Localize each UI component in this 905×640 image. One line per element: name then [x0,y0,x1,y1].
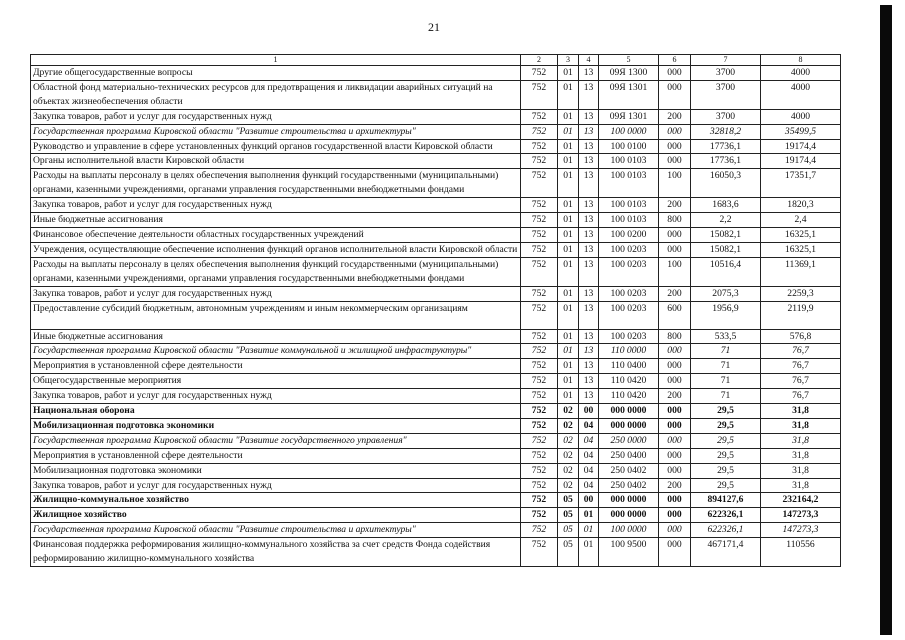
col-header: 2 [521,55,558,66]
target-item-cell: 100 0103 [599,154,659,169]
col-header: 8 [761,55,841,66]
col-header: 3 [558,55,579,66]
amount-year2-cell: 35499,5 [761,124,841,139]
code-cell: 752 [521,433,558,448]
expense-type-cell: 800 [659,213,691,228]
row-name-cell: Мобилизационная подготовка экономики [31,463,521,478]
subsection-cell: 01 [579,508,599,523]
table-row [31,389,841,404]
subsection-cell: 13 [579,66,599,81]
section-cell: 02 [558,433,579,448]
section-cell: 05 [558,538,579,567]
row-name-cell: Государственная программа Кировской области "Развитие строительства и архитектуры" [31,124,521,139]
subsection-cell: 13 [579,329,599,344]
subsection-cell: 13 [579,286,599,301]
table-row [31,493,841,508]
section-cell: 05 [558,508,579,523]
table-row [31,418,841,433]
row-name-cell: Жилищно-коммунальное хозяйство [31,493,521,508]
target-item-cell: 100 0103 [599,213,659,228]
table-row [31,359,841,374]
code-cell: 752 [521,538,558,567]
amount-year1-cell: 29,5 [691,404,761,419]
amount-year1-cell: 3700 [691,109,761,124]
amount-year2-cell: 110556 [761,538,841,567]
subsection-cell: 00 [579,493,599,508]
expense-type-cell: 000 [659,418,691,433]
target-item-cell: 100 0203 [599,329,659,344]
expense-type-cell: 200 [659,109,691,124]
amount-year1-cell: 15082,1 [691,242,761,257]
amount-year1-cell: 1683,6 [691,198,761,213]
section-cell: 01 [558,213,579,228]
subsection-cell: 13 [579,198,599,213]
section-cell: 01 [558,286,579,301]
target-item-cell: 250 0000 [599,433,659,448]
row-name-cell: Органы исполнительной власти Кировской области [31,154,521,169]
amount-year2-cell: 19174,4 [761,154,841,169]
code-cell: 752 [521,404,558,419]
row-name-cell: Расходы на выплаты персоналу в целях обеспечения выполнения функций государственными (муниципальными) органами, казенными учреждениями, органами управления государственными внебюджетными фондами [31,257,521,286]
row-name-cell: Другие общегосударственные вопросы [31,66,521,81]
row-name-cell: Руководство и управление в сфере установленных функций органов государственной власти Кировской области [31,139,521,154]
table-row [31,227,841,242]
row-name-cell: Закупка товаров, работ и услуг для государственных нужд [31,389,521,404]
target-item-cell: 000 0000 [599,493,659,508]
table-row [31,198,841,213]
code-cell: 752 [521,493,558,508]
subsection-cell: 13 [579,242,599,257]
expense-type-cell: 600 [659,301,691,329]
table-row [31,286,841,301]
amount-year2-cell: 16325,1 [761,242,841,257]
section-cell: 01 [558,139,579,154]
subsection-cell: 13 [579,139,599,154]
amount-year1-cell: 622326,1 [691,508,761,523]
amount-year2-cell: 232164,2 [761,493,841,508]
row-name-cell: Национальная оборона [31,404,521,419]
code-cell: 752 [521,359,558,374]
table-row [31,109,841,124]
col-header: 1 [31,55,521,66]
row-name-cell: Государственная программа Кировской области "Развитие коммунальной и жилищной инфраструктуры" [31,344,521,359]
expense-type-cell: 000 [659,463,691,478]
expense-type-cell: 000 [659,538,691,567]
code-cell: 752 [521,109,558,124]
table-row [31,404,841,419]
table-row [31,478,841,493]
table-row [31,523,841,538]
amount-year2-cell: 76,7 [761,389,841,404]
code-cell: 752 [521,124,558,139]
amount-year1-cell: 71 [691,389,761,404]
table-row [31,154,841,169]
table-row [31,169,841,198]
code-cell: 752 [521,80,558,109]
row-name-cell: Мероприятия в установленной сфере деятельности [31,359,521,374]
expense-type-cell: 000 [659,154,691,169]
section-cell: 01 [558,344,579,359]
section-cell: 02 [558,418,579,433]
code-cell: 752 [521,463,558,478]
amount-year2-cell: 17351,7 [761,169,841,198]
amount-year2-cell: 31,8 [761,418,841,433]
amount-year1-cell: 894127,6 [691,493,761,508]
subsection-cell: 13 [579,124,599,139]
target-item-cell: 000 0000 [599,418,659,433]
table-row [31,80,841,109]
code-cell: 752 [521,213,558,228]
row-name-cell: Областной фонд материально-технических ресурсов для предотвращения и ликвидации аварийных ситуаций на объектах жизнеобеспечения области [31,80,521,109]
amount-year2-cell: 31,8 [761,463,841,478]
row-name-cell: Предоставление субсидий бюджетным, автономным учреждениям и иным некоммерческим организациям [31,301,521,329]
expense-type-cell: 000 [659,374,691,389]
subsection-cell: 13 [579,109,599,124]
section-cell: 01 [558,169,579,198]
subsection-cell: 13 [579,154,599,169]
code-cell: 752 [521,389,558,404]
target-item-cell: 110 0400 [599,359,659,374]
section-cell: 05 [558,493,579,508]
expense-type-cell: 000 [659,139,691,154]
section-cell: 02 [558,463,579,478]
expense-type-cell: 000 [659,493,691,508]
amount-year2-cell: 11369,1 [761,257,841,286]
section-cell: 01 [558,242,579,257]
target-item-cell: 250 0402 [599,478,659,493]
subsection-cell: 01 [579,523,599,538]
table-row [31,448,841,463]
subsection-cell: 13 [579,359,599,374]
code-cell: 752 [521,227,558,242]
amount-year1-cell: 29,5 [691,448,761,463]
amount-year1-cell: 71 [691,359,761,374]
target-item-cell: 110 0420 [599,374,659,389]
row-name-cell: Закупка товаров, работ и услуг для государственных нужд [31,198,521,213]
subsection-cell: 13 [579,80,599,109]
table-row [31,463,841,478]
subsection-cell: 13 [579,227,599,242]
target-item-cell: 100 0000 [599,523,659,538]
expense-type-cell: 000 [659,80,691,109]
code-cell: 752 [521,344,558,359]
amount-year1-cell: 29,5 [691,433,761,448]
code-cell: 752 [521,198,558,213]
subsection-cell: 13 [579,344,599,359]
section-cell: 01 [558,374,579,389]
code-cell: 752 [521,169,558,198]
row-name-cell: Иные бюджетные ассигнования [31,213,521,228]
table-row [31,66,841,81]
amount-year1-cell: 71 [691,374,761,389]
amount-year2-cell: 147273,3 [761,523,841,538]
table-row [31,139,841,154]
row-name-cell: Закупка товаров, работ и услуг для государственных нужд [31,286,521,301]
target-item-cell: 100 0203 [599,286,659,301]
target-item-cell: 100 0103 [599,169,659,198]
row-name-cell: Общегосударственные мероприятия [31,374,521,389]
budget-table [30,54,841,567]
expense-type-cell: 000 [659,508,691,523]
subsection-cell: 13 [579,301,599,329]
target-item-cell: 250 0402 [599,463,659,478]
subsection-cell: 04 [579,433,599,448]
table-row [31,257,841,286]
expense-type-cell: 000 [659,344,691,359]
row-name-cell: Финансовая поддержка реформирования жилищно-коммунального хозяйства за счет средств Фонда содействия реформированию жилищно-коммунального хозяйства [31,538,521,567]
section-cell: 01 [558,198,579,213]
expense-type-cell: 000 [659,359,691,374]
target-item-cell: 110 0420 [599,389,659,404]
target-item-cell: 100 0200 [599,227,659,242]
expense-type-cell: 800 [659,329,691,344]
row-name-cell: Расходы на выплаты персоналу в целях обеспечения выполнения функций государственными (муниципальными) органами, казенными учреждениями, органами управления государственными внебюджетными фондами [31,169,521,198]
row-name-cell: Закупка товаров, работ и услуг для государственных нужд [31,478,521,493]
target-item-cell: 09Я 1301 [599,80,659,109]
target-item-cell: 100 0000 [599,124,659,139]
table-row [31,242,841,257]
target-item-cell: 100 0203 [599,301,659,329]
amount-year2-cell: 4000 [761,66,841,81]
amount-year1-cell: 17736,1 [691,139,761,154]
amount-year1-cell: 3700 [691,80,761,109]
amount-year2-cell: 2259,3 [761,286,841,301]
col-header: 6 [659,55,691,66]
section-cell: 01 [558,329,579,344]
expense-type-cell: 000 [659,404,691,419]
code-cell: 752 [521,301,558,329]
expense-type-cell: 000 [659,448,691,463]
target-item-cell: 100 0100 [599,139,659,154]
amount-year2-cell: 31,8 [761,433,841,448]
row-name-cell: Финансовое обеспечение деятельности областных государственных учреждений [31,227,521,242]
expense-type-cell: 200 [659,198,691,213]
section-cell: 01 [558,359,579,374]
row-name-cell: Иные бюджетные ассигнования [31,329,521,344]
amount-year1-cell: 16050,3 [691,169,761,198]
code-cell: 752 [521,242,558,257]
code-cell: 752 [521,508,558,523]
section-cell: 01 [558,66,579,81]
subsection-cell: 04 [579,418,599,433]
subsection-cell: 13 [579,374,599,389]
row-name-cell: Государственная программа Кировской области "Развитие строительства и архитектуры" [31,523,521,538]
amount-year1-cell: 15082,1 [691,227,761,242]
amount-year2-cell: 576,8 [761,329,841,344]
amount-year2-cell: 31,8 [761,448,841,463]
amount-year2-cell: 2,4 [761,213,841,228]
expense-type-cell: 000 [659,124,691,139]
amount-year1-cell: 29,5 [691,463,761,478]
section-cell: 01 [558,109,579,124]
section-cell: 01 [558,389,579,404]
table-row [31,374,841,389]
scan-edge-bar [880,5,892,635]
amount-year1-cell: 29,5 [691,478,761,493]
subsection-cell: 00 [579,404,599,419]
code-cell: 752 [521,374,558,389]
expense-type-cell: 000 [659,66,691,81]
subsection-cell: 13 [579,257,599,286]
subsection-cell: 13 [579,389,599,404]
amount-year1-cell: 29,5 [691,418,761,433]
table-row [31,329,841,344]
row-name-cell: Учреждения, осуществляющие обеспечение исполнения функций органов исполнительной власти Кировской области [31,242,521,257]
expense-type-cell: 000 [659,242,691,257]
code-cell: 752 [521,257,558,286]
expense-type-cell: 200 [659,286,691,301]
amount-year2-cell: 31,8 [761,478,841,493]
amount-year2-cell: 4000 [761,109,841,124]
section-cell: 02 [558,478,579,493]
amount-year1-cell: 10516,4 [691,257,761,286]
amount-year1-cell: 622326,1 [691,523,761,538]
amount-year1-cell: 467171,4 [691,538,761,567]
section-cell: 01 [558,124,579,139]
code-cell: 752 [521,523,558,538]
table-row [31,538,841,567]
amount-year1-cell: 3700 [691,66,761,81]
section-cell: 01 [558,154,579,169]
amount-year1-cell: 32818,2 [691,124,761,139]
amount-year2-cell: 4000 [761,80,841,109]
expense-type-cell: 000 [659,433,691,448]
target-item-cell: 100 0103 [599,198,659,213]
col-header: 5 [599,55,659,66]
header-row [31,55,841,66]
amount-year2-cell: 76,7 [761,374,841,389]
amount-year1-cell: 17736,1 [691,154,761,169]
table-row [31,508,841,523]
amount-year2-cell: 76,7 [761,344,841,359]
target-item-cell: 000 0000 [599,404,659,419]
expense-type-cell: 000 [659,227,691,242]
table-row [31,213,841,228]
amount-year1-cell: 1956,9 [691,301,761,329]
section-cell: 05 [558,523,579,538]
amount-year2-cell: 1820,3 [761,198,841,213]
code-cell: 752 [521,478,558,493]
amount-year2-cell: 76,7 [761,359,841,374]
amount-year1-cell: 2,2 [691,213,761,228]
subsection-cell: 13 [579,213,599,228]
section-cell: 02 [558,448,579,463]
code-cell: 752 [521,418,558,433]
target-item-cell: 110 0000 [599,344,659,359]
section-cell: 02 [558,404,579,419]
subsection-cell: 04 [579,448,599,463]
amount-year2-cell: 2119,9 [761,301,841,329]
row-name-cell: Государственная программа Кировской области "Развитие государственного управления" [31,433,521,448]
subsection-cell: 04 [579,478,599,493]
amount-year2-cell: 19174,4 [761,139,841,154]
target-item-cell: 100 0203 [599,242,659,257]
row-name-cell: Закупка товаров, работ и услуг для государственных нужд [31,109,521,124]
code-cell: 752 [521,139,558,154]
col-header: 4 [579,55,599,66]
amount-year2-cell: 147273,3 [761,508,841,523]
code-cell: 752 [521,154,558,169]
amount-year1-cell: 71 [691,344,761,359]
table-row [31,433,841,448]
table-row [31,301,841,329]
section-cell: 01 [558,80,579,109]
code-cell: 752 [521,286,558,301]
amount-year1-cell: 2075,3 [691,286,761,301]
code-cell: 752 [521,329,558,344]
row-name-cell: Мобилизационная подготовка экономики [31,418,521,433]
subsection-cell: 04 [579,463,599,478]
expense-type-cell: 100 [659,257,691,286]
page-number: 21 [428,20,440,34]
target-item-cell: 09Я 1301 [599,109,659,124]
expense-type-cell: 200 [659,478,691,493]
subsection-cell: 01 [579,538,599,567]
code-cell: 752 [521,448,558,463]
target-item-cell: 100 0203 [599,257,659,286]
amount-year2-cell: 16325,1 [761,227,841,242]
target-item-cell: 09Я 1300 [599,66,659,81]
target-item-cell: 100 9500 [599,538,659,567]
amount-year1-cell: 533,5 [691,329,761,344]
col-header: 7 [691,55,761,66]
target-item-cell: 000 0000 [599,508,659,523]
table-row [31,124,841,139]
amount-year2-cell: 31,8 [761,404,841,419]
expense-type-cell: 100 [659,169,691,198]
subsection-cell: 13 [579,169,599,198]
row-name-cell: Мероприятия в установленной сфере деятельности [31,448,521,463]
code-cell: 752 [521,66,558,81]
section-cell: 01 [558,257,579,286]
expense-type-cell: 200 [659,389,691,404]
row-name-cell: Жилищное хозяйство [31,508,521,523]
target-item-cell: 250 0400 [599,448,659,463]
section-cell: 01 [558,301,579,329]
section-cell: 01 [558,227,579,242]
expense-type-cell: 000 [659,523,691,538]
table-row [31,344,841,359]
